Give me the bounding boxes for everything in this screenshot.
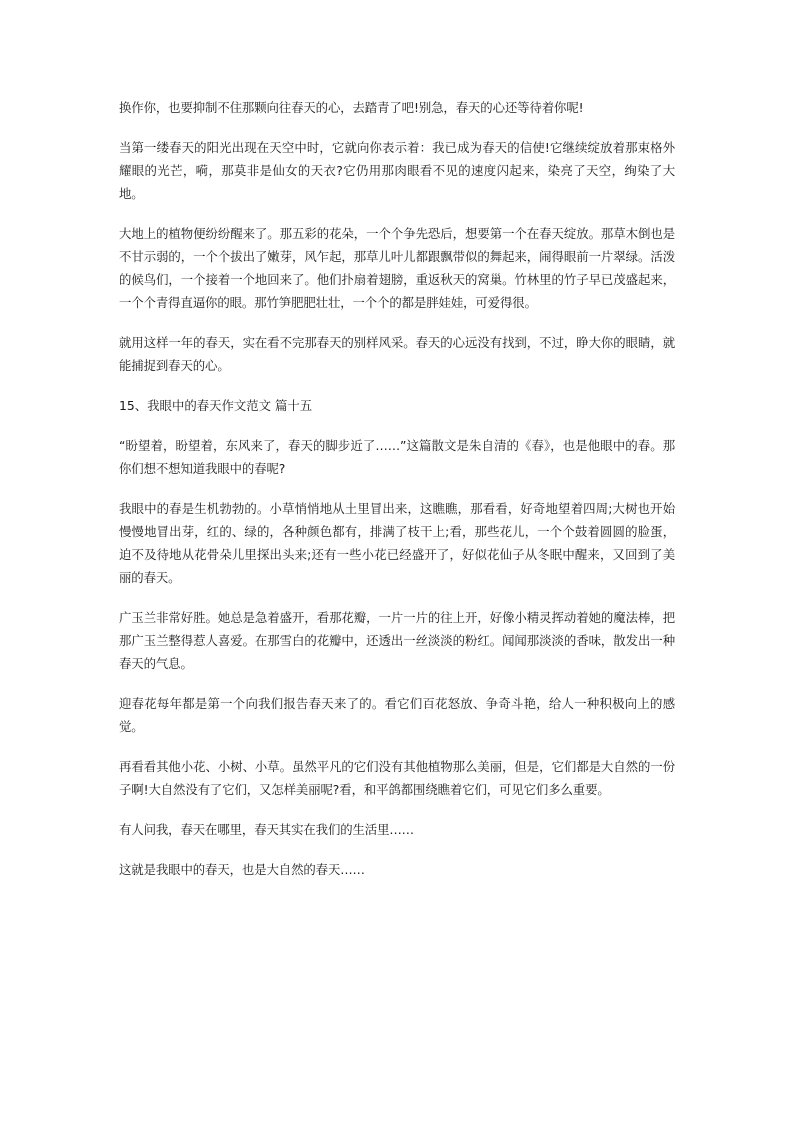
paragraph: “盼望着，盼望着，东风来了，春天的脚步近了……”这篇散文是朱自清的《春》，也是他眼中的春。那你们想不想知道我眼中的春呢?	[119, 438, 675, 476]
section-heading: 15、我眼中的春天作文范文 篇十五	[119, 398, 313, 413]
paragraph: 换作你，也要抑制不住那颗向往春天的心，去踏青了吧!别急，春天的心还等待着你呢!	[119, 100, 584, 115]
paragraph: 这就是我眼中的春天，也是大自然的春天……	[119, 862, 365, 877]
paragraph: 我眼中的春是生机勃勃的。小草悄悄地从土里冒出来，这瞧瞧，那看看，好奇地望着四周;大树也开始慢慢地冒出芽，红的、绿的，各种颜色都有，排满了枝干上;看，那些花儿，一个个鼓着圆圆的脸蛋，迫不及待地从花骨朵儿里探出头来;还有一些小花已经盛开了，好似花仙子从冬眠中醒来，又回到了美丽的春天。	[119, 501, 675, 585]
paragraph: 大地上的植物便纷纷醒来了。那五彩的花朵，一个个争先恐后，想要第一个在春天绽放。那草木倒也是不甘示弱的，一个个拔出了嫩芽，风乍起，那草儿叶儿都跟飘带似的舞起来，闹得眼前一片翠绿。活泼的候鸟们，一个接着一个地回来了。他们扑扇着翅膀，重返秋天的窝巢。竹林里的竹子早已茂盛起来，一个个青得直逼你的眼。那竹笋肥肥壮壮，一个个的都是胖娃娃，可爱得很。	[119, 226, 675, 310]
paragraph: 有人问我，春天在哪里，春天其实在我们的生活里……	[119, 822, 414, 837]
document-body	[119, 96, 675, 898]
paragraph: 就用这样一年的春天，实在看不完那春天的别样风采。春天的心远没有找到，不过，睁大你的眼睛，就能捕捉到春天的心。	[119, 335, 675, 373]
paragraph: 广玉兰非常好胜。她总是急着盛开，看那花瓣，一片一片的往上开，好像小精灵挥动着她的魔法棒，把那广玉兰整得惹人喜爱。在那雪白的花瓣中，还透出一丝淡淡的粉红。闻闻那淡淡的香味，散发出一种春天的气息。	[119, 610, 675, 671]
paragraph: 当第一缕春天的阳光出现在天空中时，它就向你表示着：我已成为春天的信使!它继续绽放着那束格外耀眼的光芒，嗬，那莫非是仙女的天衣?它仍用那肉眼看不见的速度闪起来，染亮了天空，绚染了大地。	[119, 140, 675, 201]
paragraph: 迎春花每年都是第一个向我们报告春天来了的。看它们百花怒放、争奇斗艳，给人一种积极向上的感觉。	[119, 696, 675, 734]
paragraph: 再看看其他小花、小树、小草。虽然平凡的它们没有其他植物那么美丽，但是，它们都是大自然的一份子啊!大自然没有了它们，又怎样美丽呢?看，和平鸽都围绕瞧着它们，可见它们多么重要。	[119, 759, 675, 797]
